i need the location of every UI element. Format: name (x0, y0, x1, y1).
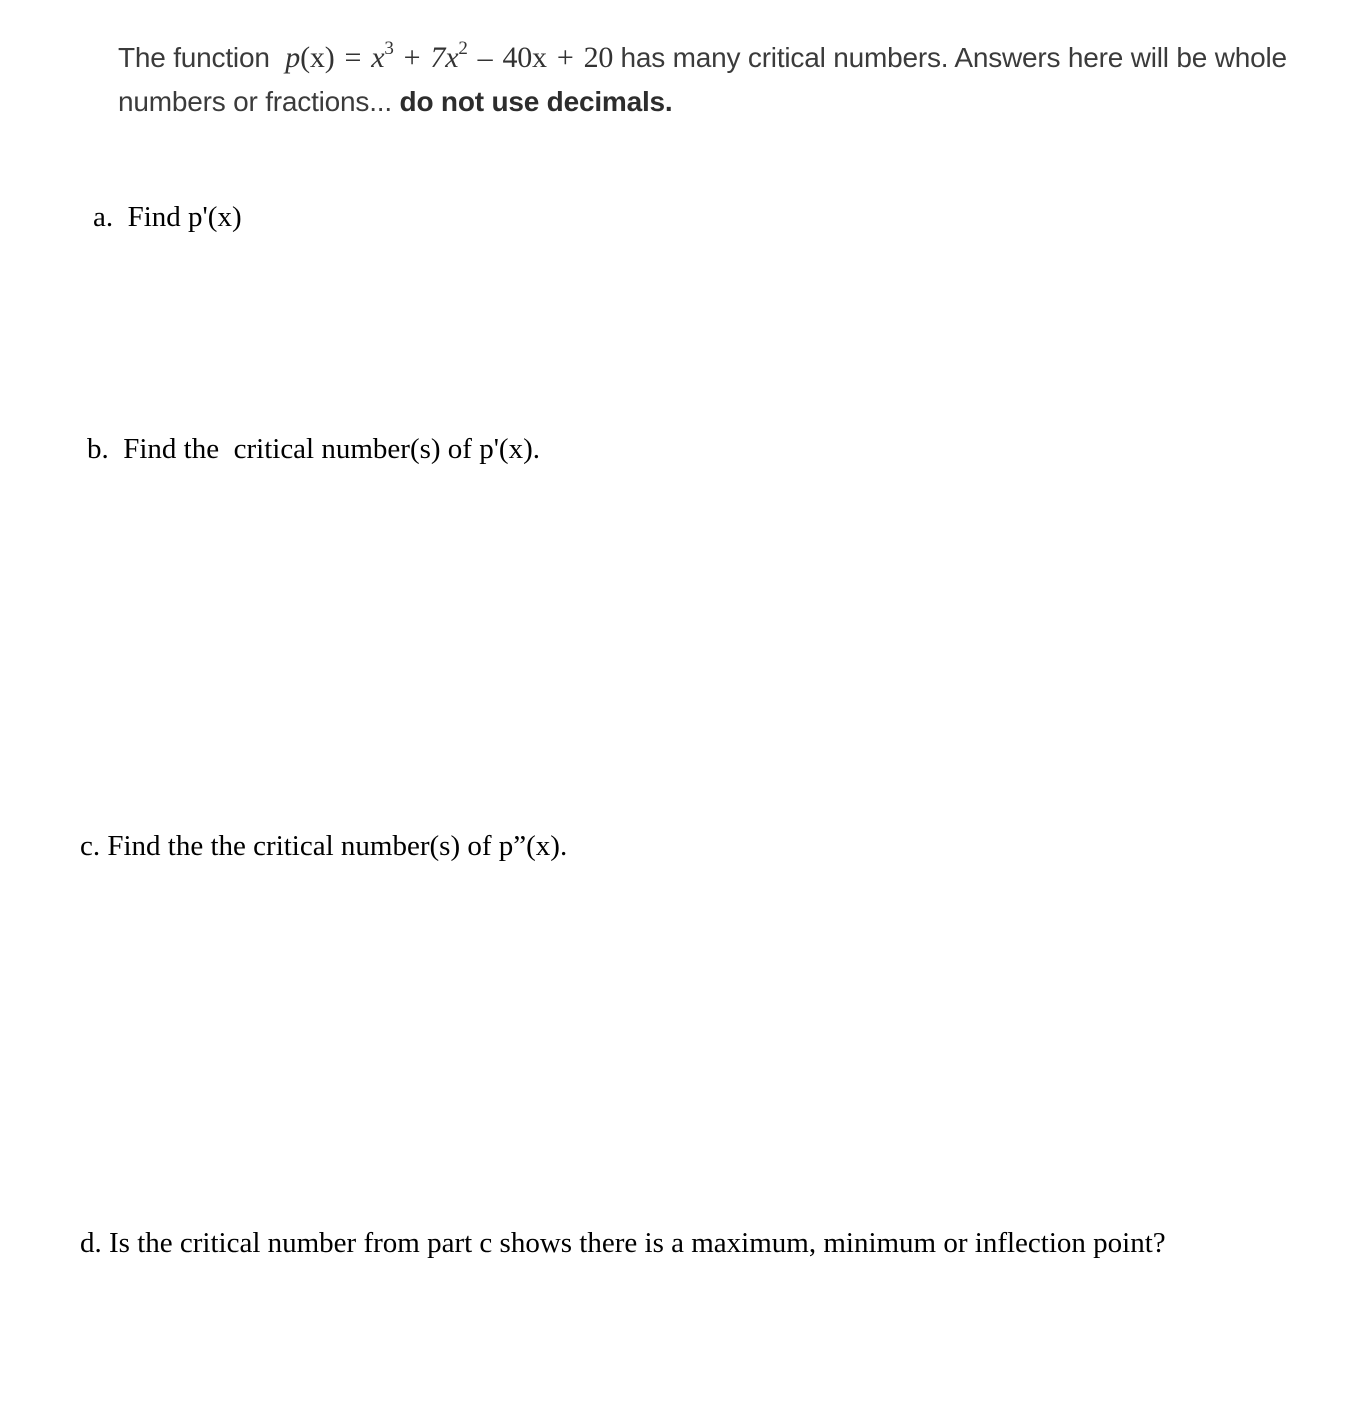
no-decimals-note: do not use decimals. (399, 86, 673, 117)
function-argument: (x) (300, 41, 335, 74)
quadratic-term-exponent: 2 (458, 38, 468, 59)
intro-tail: has many critical numbers. Answers here will be whole numbers or fractions... (118, 42, 1287, 117)
function-name: p (285, 41, 301, 74)
cubic-term-base: x (371, 41, 385, 74)
problem-statement (118, 36, 1318, 124)
plus-sign-2: + (556, 41, 574, 74)
question-a: a. Find p'(x) (93, 201, 242, 233)
question-c: c. Find the the critical number(s) of p”(x). (80, 830, 568, 862)
linear-term: 40x (502, 41, 547, 74)
plus-sign-1: + (403, 41, 421, 74)
intro-lead: The function (118, 42, 270, 73)
constant-term: 20 (583, 41, 614, 74)
equals-sign: = (344, 41, 362, 74)
question-d: d. Is the critical number from part c shows there is a maximum, minimum or inflection point? (80, 1227, 1166, 1259)
question-b: b. Find the critical number(s) of p'(x). (87, 433, 540, 465)
function-formula (277, 38, 620, 74)
cubic-term-exponent: 3 (384, 38, 394, 59)
minus-sign: – (477, 41, 493, 74)
quadratic-term-base: 7x (430, 41, 459, 74)
